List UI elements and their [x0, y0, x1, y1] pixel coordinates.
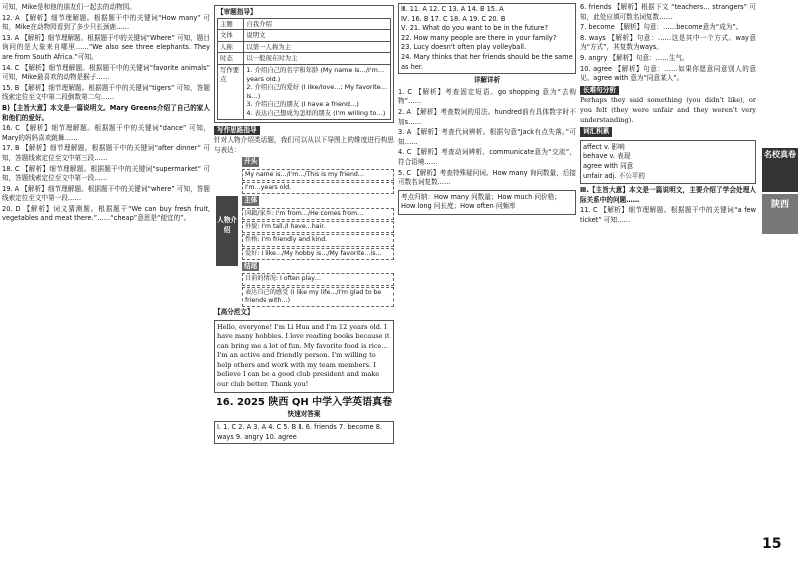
table-value: 自我介绍 [244, 18, 391, 30]
vocab-item: agree with 同意 [583, 161, 634, 170]
para: 5. C 【解析】考查特殊疑问词。How many 询问数量，后接可数名词复数…… [398, 168, 576, 187]
tip-item: 1. 介绍自己的名字和年龄 (My name is…/I'm…years old.) [246, 65, 385, 83]
map-item: 爱好: I like…/My hobby is…/My favorite…is… [242, 248, 394, 260]
vocab-item: behave v. 表现 [583, 152, 631, 161]
long-sentence-title: 长难句分析 [580, 86, 619, 96]
exam-subtitle: 快速对答案 [287, 409, 321, 418]
para: 2. A 【解析】考查数词的用法。hundred前有具体数字时不加s…… [398, 107, 576, 126]
tip-item: 4. 表达自己想成为怎样的朋友 (I'm willing to…) [246, 108, 386, 117]
knowledge-box: 考点归纳：How many 问数量；How much 问价格；How long 问长度；How often 问频率 [398, 190, 576, 215]
map-item: 目前的情况: I often play… [242, 273, 394, 285]
table-row [218, 53, 391, 65]
vocab-title: 词汇积累 [580, 127, 612, 137]
table-row [218, 18, 391, 30]
column-4 [580, 3, 756, 559]
answer-line: Ⅳ. 16. B 17. C 18. A 19. C 20. B [401, 14, 506, 23]
para: 16. C 【解析】细节理解题。根据题干中的关键词“dance” 可知，Mary的妈妈喜欢跳舞…… [2, 124, 210, 142]
para: 6. friends 【解析】根据下文 “teachers… strangers” 可知，此处应填可数名词复数…… [580, 3, 756, 21]
map-item: I'm…years old. [242, 182, 394, 194]
para: 20. D 【解析】词义猜测题。根据题干“We can buy fresh fruit, vegetables and meat there.”……“cheap”意思是“便宜的”。 [2, 204, 210, 223]
para: 可知，Mike是和他的朋友们一起去的动物园。 [2, 3, 136, 11]
column-3 [398, 3, 576, 559]
map-item: 表达自己的感受 (I like my life…/I'm glad to be friends with…) [242, 287, 394, 307]
table-key: 时态 [218, 53, 244, 65]
answer-line: 23. Lucy doesn't often play volleyball. [401, 43, 527, 52]
tip-item: 3. 介绍自己的朋友 (I have a friend…) [246, 100, 359, 109]
map-item: 外貌: I'm tall./I have…hair. [242, 221, 394, 233]
para: 12. A 【解析】细节理解题。根据题干中的关键词“How many” 可知，Mike在动物园看到了多少只长颈鹿…… [2, 13, 210, 32]
map-item: 国籍/家乡: I'm from…/He comes from… [242, 208, 394, 220]
map-part-label: 开头 [244, 157, 258, 166]
mind-map [214, 156, 394, 307]
para: 1. C 【解析】考查固定短语。go shopping 意为“去购物”…… [398, 87, 576, 106]
para: 11. C 【解析】细节理解题。根据题干中的关键词“a few ticket” 可知…… [580, 206, 756, 224]
para: 8. ways 【解析】句意：……这是其中一个方式。way意为“方式”，其复数为ways。 [580, 33, 756, 52]
long-sentence: Perhaps they said something (you didn't like), or you felt (they were unfair and they weren't very understanding). [580, 96, 756, 124]
para: 10. agree 【解析】句意：……如果你愿意同意别人的意见。agree with 意为“同意某人”。 [580, 64, 756, 83]
para: 7. become 【解析】句意：……become意为“成为”。 [580, 23, 743, 32]
guide-box [214, 5, 394, 123]
vocab-item: unfair adj. 不公平的 [583, 171, 645, 180]
para: 9. angry 【解析】句意：……生气。 [580, 53, 689, 62]
side-tab: 名校真卷 [762, 148, 798, 192]
sample-title: 【高分范文】 [214, 307, 254, 316]
para: 18. C 【解析】细节理解题。根据题干中的关键词“supermarket” 可知，答题线索定位至文中第一段…… [2, 164, 210, 183]
para: 14. C 【解析】细节理解题。根据题干中的关键词“favorite animals” 可知，Mike最喜欢的动物是猴子…… [2, 63, 210, 82]
guide-title: 【审题指导】 [217, 8, 257, 16]
map-item: 性格: I'm friendly and kind. [242, 234, 394, 246]
map-intro: 针对人物介绍类话题，我们可以从以下导图上的维度进行构思与表达： [214, 136, 394, 154]
para: 15. B 【解析】细节理解题。根据题干中的关键词“tigers” 可知，答题线索定位至文中第二段倒数第二句…… [2, 83, 210, 102]
para: 19. A 【解析】细节理解题。根据题干中的关键词“where” 可知，答题线索定位至文中第一段…… [2, 184, 210, 203]
table-value: 说明文 [244, 30, 391, 42]
map-part-label: 主体 [244, 196, 258, 205]
table-row [218, 64, 391, 119]
vocab-item: affect v. 影响 [583, 142, 625, 151]
para: 3. A 【解析】考查代词辨析。根据句意“Jack有点失落。”可知…… [398, 128, 576, 146]
page-number: 15 [762, 536, 782, 552]
sample-essay: Hello, everyone! I'm Li Hua and I'm 12 years old. I have many hobbies. I love reading books because it can bring me a lot of fun. My favorite food is rice… I'm an active and friendly person. I'm willing to help others and work with my team members. I believe I can be a good club president and make our club better. Thank you! [214, 320, 394, 393]
side-tab-region: 陕西 [762, 194, 798, 234]
guide-table [217, 18, 391, 120]
vocab-box [580, 140, 756, 184]
tips-list [244, 64, 391, 119]
table-key: 主题 [218, 18, 244, 30]
answer-line: 22. How many people are there in your family? [401, 33, 557, 42]
table-value: 以一般现在时为主 [244, 53, 391, 65]
column-2 [214, 3, 394, 559]
map-part-label: 结尾 [244, 261, 258, 270]
passage-summary: B)【主旨大意】本文是一篇说明文。Mary Greens介绍了自己的家人和他们的爱好。 [2, 103, 210, 122]
section-title: 详解详析 [473, 76, 501, 85]
map-item: My name is…/I'm…/This is my friend… [242, 169, 394, 181]
table-key: 人称 [218, 41, 244, 53]
para: 17. B 【解析】细节理解题。根据题干中的关键词“after dinner” 可知，答题线索定位至文中第三段…… [2, 144, 210, 162]
para: 13. A 【解析】细节理解题。根据题干中的关键词“Where” 可知，题目询问的是大象来自哪里……“We also see three elephants. They are from South Africa.”可知。 [2, 33, 210, 61]
passage-summary: Ⅲ.【主旨大意】本文是一篇说明文，主要介绍了学会处理人际关系中的问题…… [580, 186, 756, 204]
exam-title: 16. 2025 陕西 QH 中学入学英语真卷 [215, 396, 393, 408]
map-title: 写作思路指导 [214, 126, 260, 136]
answer-line: Ⅲ. 11. A 12. C 13. A 14. B 15. A [401, 5, 504, 13]
para: 4. C 【解析】考查动词辨析。communicate意为“交流”，符合语境…… [398, 148, 576, 166]
answer-key [398, 3, 576, 74]
answer-line: 24. Mary thinks that her friends should be the same as her. [401, 52, 573, 71]
table-key: 文体 [218, 30, 244, 42]
map-center: 人物介绍 [216, 196, 238, 266]
column-1 [2, 3, 210, 559]
answer-line: Ⅴ. 21. What do you want to be in the future? [401, 24, 548, 33]
answer-key: Ⅰ. 1. C 2. A 3. A 4. C 5. B Ⅱ. 6. friends 7. become 8. ways 9. angry 10. agree [214, 421, 394, 444]
tips-label: 写作要点 [218, 64, 244, 119]
table-row [218, 30, 391, 42]
table-value: 以第一人称为主 [244, 41, 391, 53]
tip-item: 2. 介绍自己的爱好 (I like/love…; My favorite… is…) [246, 83, 388, 100]
table-row [218, 41, 391, 53]
